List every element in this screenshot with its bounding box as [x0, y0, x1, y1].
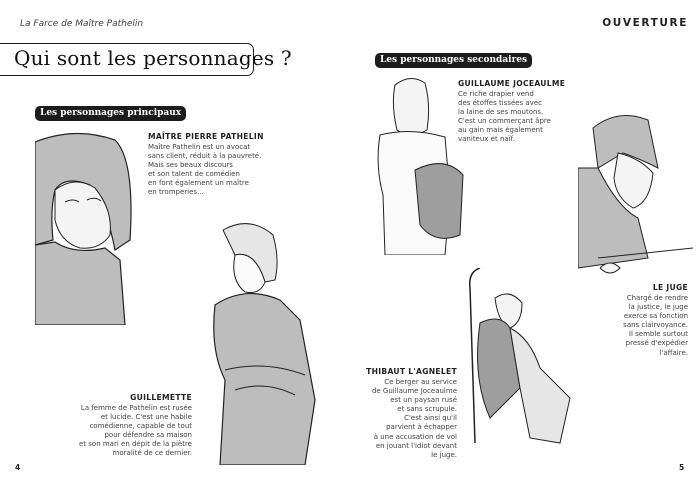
- character-name: LE JUGE: [652, 283, 688, 292]
- juge-illustration: [578, 108, 693, 278]
- page-number-right: 5: [679, 463, 685, 472]
- description-line: la justice, le juge: [628, 303, 688, 312]
- description-line: de Guillaume Joceaulme: [371, 387, 457, 396]
- guillaume-illustration: [375, 75, 470, 255]
- thibaut-block: [366, 367, 457, 460]
- running-title: La Farce de Maître Pathelin: [20, 19, 144, 29]
- description-line: exerce sa fonction: [623, 312, 688, 321]
- description-line: comédienne, capable de tout: [89, 422, 192, 431]
- pathelin-block: [148, 132, 264, 198]
- description-line: et lucide. C'est une habile: [100, 413, 192, 422]
- principal-badge: Les personnages principaux: [35, 106, 186, 121]
- description-line: et sans scrupule.: [397, 405, 457, 414]
- description-line: en font également un maître: [148, 179, 249, 188]
- description-line: Mais ses beaux discours: [148, 161, 233, 170]
- description-line: Il semble surtout: [628, 330, 688, 339]
- description-line: en jouant l'idiot devant: [375, 441, 457, 450]
- description-line: C'est un commerçant âpre: [458, 117, 551, 126]
- description-line: au gain mais également: [458, 126, 543, 135]
- juge-block: [623, 283, 688, 358]
- description-line: l'affaire.: [659, 348, 688, 357]
- description-line: moralité de ce dernier.: [112, 449, 192, 458]
- description-line: parvient à échapper: [386, 423, 457, 432]
- guillemette-block: [79, 393, 192, 459]
- description-line: la laine de ses moutons.: [458, 108, 544, 117]
- character-name: GUILLEMETTE: [130, 393, 192, 402]
- page-number-left: 4: [15, 463, 21, 472]
- character-name: GUILLAUME JOCEAULME: [458, 79, 566, 88]
- description-line: Maître Pathelin est un avocat: [148, 143, 251, 151]
- description-line: des étoffes tissées avec: [458, 99, 543, 108]
- character-name: MAÎTRE PIERRE PATHELIN: [148, 132, 264, 141]
- description-line: Ce riche drapier vend: [458, 90, 534, 98]
- description-line: et son mari en dépit de la piètre: [78, 440, 192, 449]
- guillaume-block: [458, 79, 565, 145]
- description-line: La femme de Pathelin est rusée: [80, 404, 192, 412]
- guillemette-illustration: [205, 220, 330, 465]
- description-line: et son talent de comédien: [148, 170, 240, 179]
- description-line: en tromperies...: [148, 188, 204, 197]
- description-line: vaniteux et naïf.: [458, 135, 515, 144]
- character-name: THIBAUT L'AGNELET: [366, 367, 457, 376]
- description-line: C'est ainsi qu'il: [404, 414, 457, 423]
- description-line: Ce berger au service: [384, 378, 457, 386]
- description-line: Chargé de rendre: [626, 294, 688, 302]
- page-title: Qui sont les personnages ?: [14, 46, 292, 70]
- description-line: est un paysan rusé: [390, 396, 457, 405]
- description-line: sans clairvoyance.: [623, 321, 688, 330]
- pathelin-illustration: [35, 130, 140, 325]
- secondary-badge: Les personnages secondaires: [375, 53, 532, 68]
- section-label: OUVERTURE: [602, 17, 688, 29]
- description-line: pour défendre sa maison: [104, 431, 192, 440]
- thibaut-illustration: [460, 268, 580, 448]
- description-line: pressé d'expédier: [625, 339, 688, 348]
- description-line: à une accusation de vol: [373, 432, 457, 441]
- description-line: le juge.: [431, 450, 457, 459]
- description-line: sans client, réduit à la pauvreté.: [148, 152, 262, 161]
